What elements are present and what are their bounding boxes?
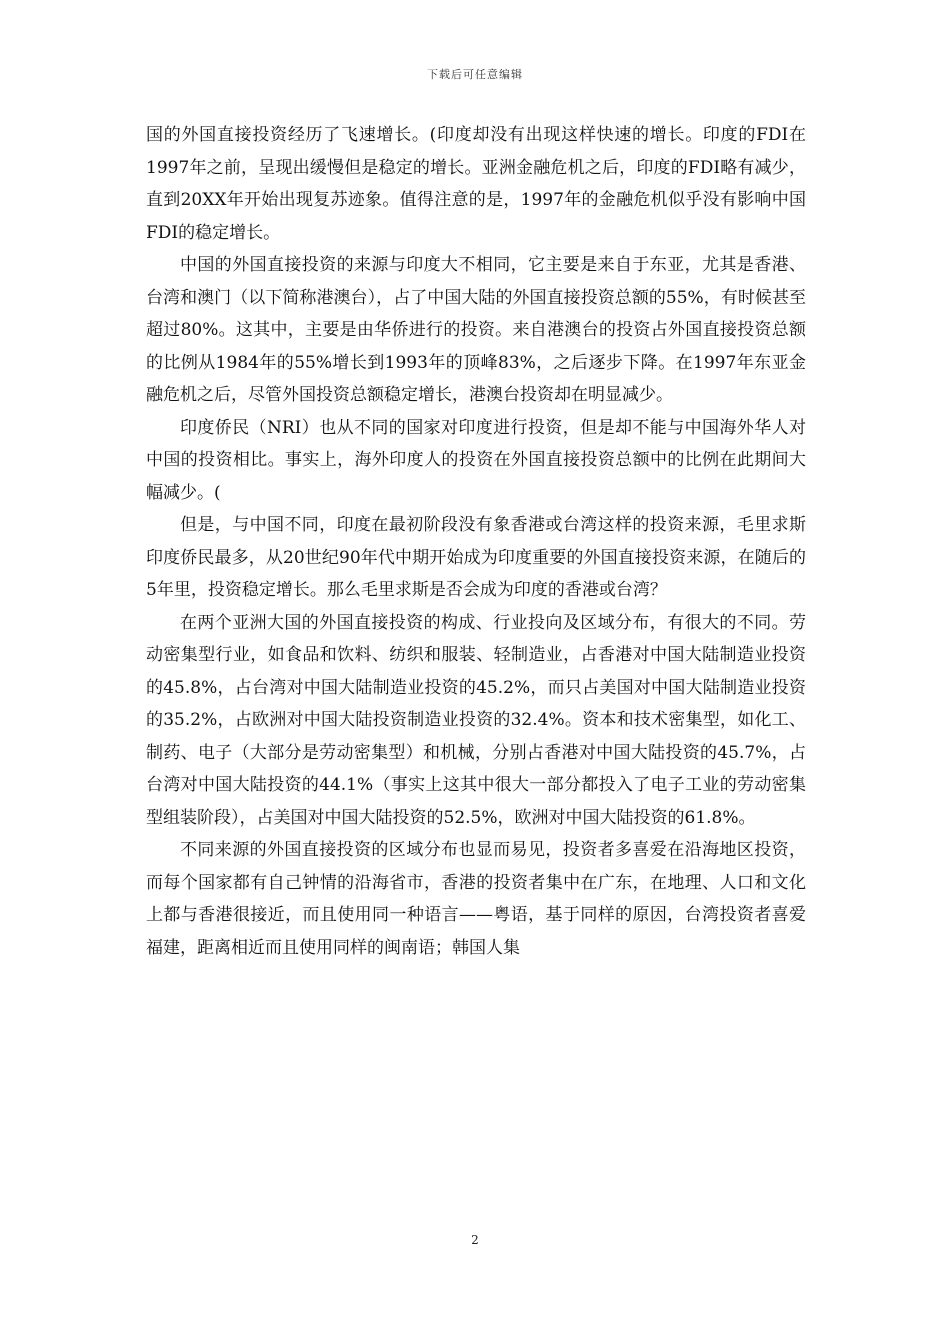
paragraph: 不同来源的外国直接投资的区域分布也显而易见，投资者多喜爱在沿海地区投资，而每个国家都有自己钟情的沿海省市，香港的投资者集中在广东，在地理、人口和文化上都与香港很接近，而且使用同一种语言——粤语，基于同样的原因，台湾投资者喜爱福建，距离相近而且使用同样的闽南语；韩国人集 bbox=[146, 840, 806, 958]
document-body bbox=[146, 119, 806, 964]
page-header: 下载后可任意编辑 bbox=[427, 68, 523, 81]
page-number: 2 bbox=[471, 1233, 479, 1247]
paragraph: 印度侨民（NRI）也从不同的国家对印度进行投资，但是却不能与中国海外华人对中国的投资相比。事实上，海外印度人的投资在外国直接投资总额中的比例在此期间大幅减少。( bbox=[146, 417, 806, 503]
paragraph: 中国的外国直接投资的来源与印度大不相同，它主要是来自于东亚，尤其是香港、台湾和澳门（以下简称港澳台），占了中国大陆的外国直接投资总额的55%，有时候甚至超过80%。这其中，主要是由华侨进行的投资。来自港澳台的投资占外国直接投资总额的比例从1984年的55%增长到1993年的顶峰83%，之后逐步下降。在1997年东亚金融危机之后，尽管外国投资总额稳定增长，港澳台投资却在明显减少。 bbox=[146, 255, 806, 405]
paragraph: 国的外国直接投资经历了飞速增长。(印度却没有出现这样快速的增长。印度的FDI在1997年之前，呈现出缓慢但是稳定的增长。亚洲金融危机之后，印度的FDI略有减少，直到20XX年开始出现复苏迹象。值得注意的是，1997年的金融危机似乎没有影响中国FDI的稳定增长。 bbox=[146, 125, 806, 243]
paragraph: 在两个亚洲大国的外国直接投资的构成、行业投向及区域分布，有很大的不同。劳动密集型行业，如食品和饮料、纺织和服装、轻制造业，占香港对中国大陆制造业投资的45.8%，占台湾对中国大陆制造业投资的45.2%，而只占美国对中国大陆制造业投资的35.2%，占欧洲对中国大陆投资制造业投资的32.4%。资本和技术密集型，如化工、制药、电子（大部分是劳动密集型）和机械，分别占香港对中国大陆投资的45.7%，占台湾对中国大陆投资的44.1%（事实上这其中很大一部分都投入了电子工业的劳动密集型组装阶段），占美国对中国大陆投资的52.5%，欧洲对中国大陆投资的61.8%。 bbox=[146, 612, 806, 828]
paragraph: 但是，与中国不同，印度在最初阶段没有象香港或台湾这样的投资来源，毛里求斯印度侨民最多，从20世纪90年代中期开始成为印度重要的外国直接投资来源，在随后的5年里，投资稳定增长。那么毛里求斯是否会成为印度的香港或台湾？ bbox=[146, 515, 806, 600]
